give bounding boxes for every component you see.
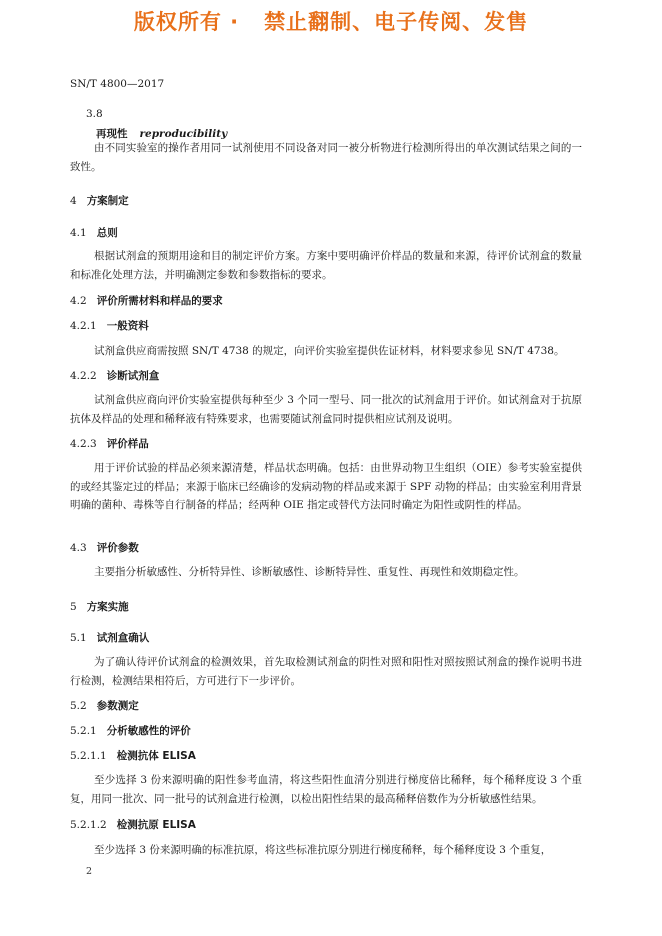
paragraph: 主要指分析敏感性、分析特异性、诊断敏感性、诊断特异性、重复性、再现性和效期稳定性。 [94, 566, 525, 578]
section-heading: 5.2.1.2 检测抗原 ELISA [70, 819, 196, 831]
section-heading: 5.2 参数测定 [70, 700, 139, 712]
section-heading: 4.2 评价所需材料和样品的要求 [70, 295, 223, 307]
paragraph: 至少选择 3 份来源明确的阳性参考血清，将这些阳性血清分别进行梯度倍比稀释，每个稀释度设 3 个重复，用同一批次、同一批号的试剂盒进行检测，以检出阳性结果的最高稀释倍数作为分析敏感性结果。 [70, 774, 582, 805]
section-heading: 5.1 试剂盒确认 [70, 632, 150, 644]
section-heading: 5.2.1.1 检测抗体 ELISA [70, 750, 196, 762]
paragraph: 根据试剂盒的预期用途和目的制定评价方案。方案中要明确评价样品的数量和来源，待评价试剂盒的数量和标准化处理方法，并明确测定参数和参数指标的要求。 [70, 250, 582, 281]
paragraph: 用于评价试验的样品必须来源清楚，样品状态明确。包括：由世界动物卫生组织（OIE）参考实验室提供的或经其鉴定过的样品；来源于临床已经确诊的发病动物的样品或来源于 SPF 动物的样品；由实验室利用背景明确的菌种、毒株等自行制备的样品；经两种 OIE 指定或替代方法同时确定为阳性或阴性的样品。 [70, 462, 582, 511]
section-heading: 4.3 评价参数 [70, 542, 139, 554]
clause-number: 3.8 [86, 108, 103, 120]
section-heading: 4.2.1 一般资料 [70, 320, 149, 332]
standard-number: SN/T 4800—2017 [70, 78, 165, 90]
section-heading: 4 方案制定 [70, 195, 129, 207]
watermark-banner: 版权所有 · 禁止翻制、电子传阅、发售 [133, 10, 529, 34]
section-heading: 5 方案实施 [70, 601, 129, 613]
page-number: 2 [86, 866, 93, 877]
term-english: reproducibility [139, 128, 228, 140]
paragraph: 为了确认待评价试剂盒的检测效果，首先取检测试剂盒的阴性对照和阳性对照按照试剂盒的操作说明书进行检测，检测结果相符后，方可进行下一步评价。 [70, 656, 582, 687]
section-heading: 4.2.3 评价样品 [70, 438, 149, 450]
paragraph: 至少选择 3 份来源明确的标准抗原，将这些标准抗原分别进行梯度稀释，每个稀释度设 3 个重复， [94, 844, 552, 856]
section-heading: 5.2.1 分析敏感性的评价 [70, 725, 191, 737]
term-chinese: 再现性 [96, 128, 128, 140]
term-definition: 由不同实验室的操作者用同一试剂使用不同设备对同一被分析物进行检测所得出的单次测试结果之间的一致性。 [70, 142, 582, 173]
section-heading: 4.1 总则 [70, 227, 118, 239]
paragraph: 试剂盒供应商需按照 SN/T 4738 的规定，向评价实验室提供佐证材料，材料要求参见 SN/T 4738。 [94, 345, 565, 357]
paragraph: 试剂盒供应商向评价实验室提供每种至少 3 个同一型号、同一批次的试剂盒用于评价。如试剂盒对于抗原抗体及样品的处理和稀释液有特殊要求，也需要随试剂盒同时提供相应试剂及说明。 [70, 394, 582, 425]
section-heading: 4.2.2 诊断试剂盒 [70, 370, 160, 382]
